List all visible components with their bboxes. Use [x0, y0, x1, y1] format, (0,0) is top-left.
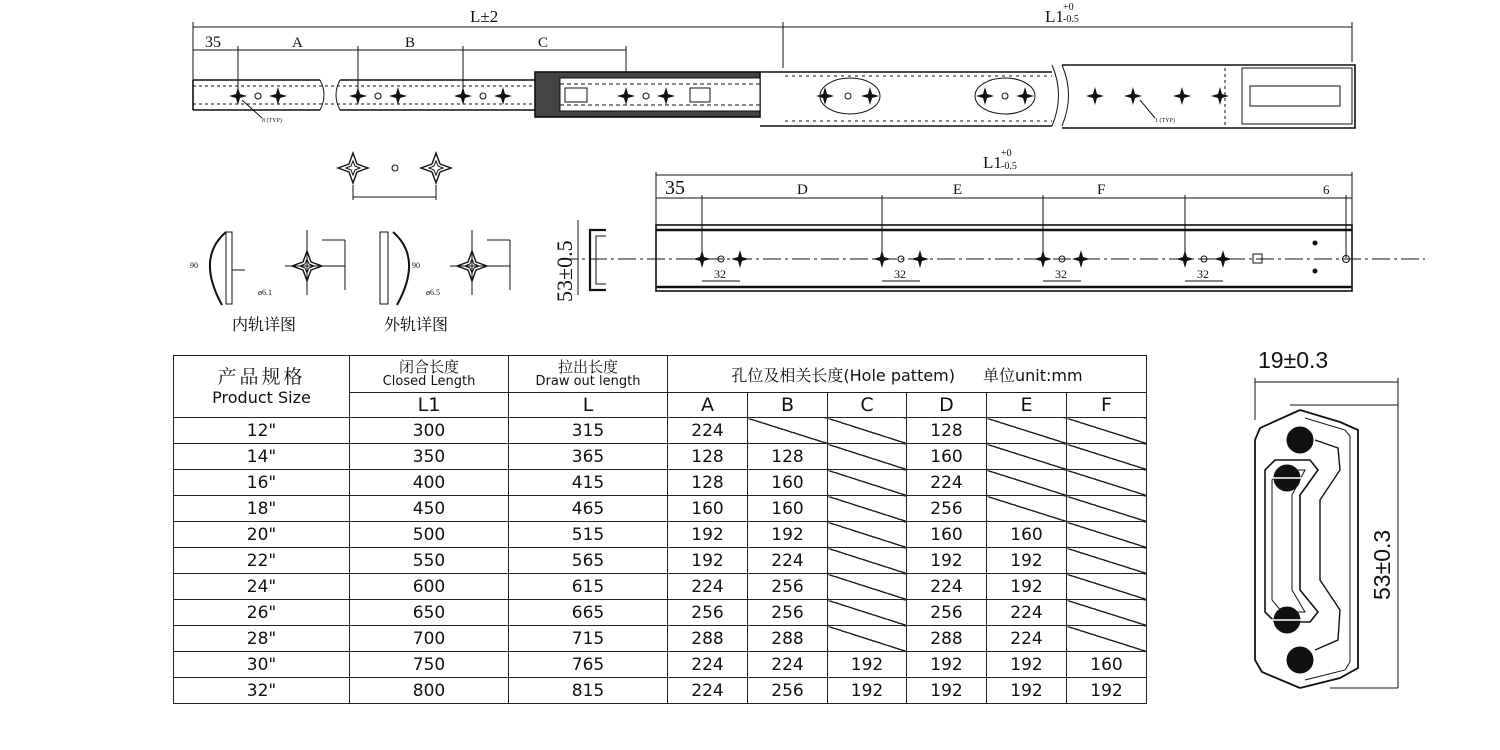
cell-c [828, 626, 907, 652]
cell-e: 192 [987, 678, 1067, 704]
detail-seg-f: F [1097, 182, 1106, 198]
closed-length-header [350, 356, 509, 393]
cell-d: 160 [907, 444, 987, 470]
cell-size: 16" [174, 470, 350, 496]
cell-size: 18" [174, 496, 350, 522]
cell-l1: 500 [350, 522, 509, 548]
detail-tol-upper: +0 [1001, 148, 1012, 159]
cell-b: 128 [748, 444, 828, 470]
cell-a: 128 [668, 470, 748, 496]
cell-size: 26" [174, 600, 350, 626]
col-f: F [1067, 393, 1147, 418]
cell-b: 160 [748, 496, 828, 522]
table-row [174, 548, 1147, 574]
tol-upper: +0 [1063, 2, 1074, 13]
cell-l1: 700 [350, 626, 509, 652]
outer-rail-detail [380, 230, 510, 305]
pitch-label-4: 32 [1197, 267, 1209, 281]
cell-l: 715 [509, 626, 668, 652]
inner-rail-caption: 内轨详图 [232, 315, 297, 334]
hole-pattern-header [668, 356, 1147, 393]
outer-hole-dia: ø6.5 [426, 288, 440, 297]
col-c: C [828, 393, 907, 418]
cell-f: 192 [1067, 678, 1147, 704]
cell-c: 192 [828, 678, 907, 704]
cell-l: 515 [509, 522, 668, 548]
cell-l: 365 [509, 444, 668, 470]
callout-right: 1 (TYP) [1155, 118, 1175, 124]
cell-e: 224 [987, 626, 1067, 652]
cell-d: 192 [907, 548, 987, 574]
unit-label: 单位unit:mm [983, 365, 1083, 385]
cell-size: 24" [174, 574, 350, 600]
table-row [174, 496, 1147, 522]
detail-height: 53±0.5 [552, 240, 577, 302]
cell-c [828, 548, 907, 574]
product-size-cn: 产品规格 [217, 365, 306, 388]
table-row [174, 678, 1147, 704]
table-row [174, 652, 1147, 678]
cell-e [987, 418, 1067, 444]
cell-l1: 550 [350, 548, 509, 574]
cell-l1: 750 [350, 652, 509, 678]
cell-f [1067, 600, 1147, 626]
closed-length-en: Closed Length [382, 374, 476, 389]
col-a: A [668, 393, 748, 418]
cell-a: 288 [668, 626, 748, 652]
table-row [174, 626, 1147, 652]
col-l1: L1 [350, 393, 509, 418]
cell-e: 192 [987, 548, 1067, 574]
cell-c [828, 470, 907, 496]
outer-angle: 90 [412, 261, 420, 270]
table-row [174, 574, 1147, 600]
seg-b-label: B [405, 35, 416, 51]
cell-b: 256 [748, 600, 828, 626]
cell-l: 665 [509, 600, 668, 626]
dim-overall-open: L1 [1045, 7, 1064, 26]
cell-a: 192 [668, 522, 748, 548]
cell-e [987, 470, 1067, 496]
detail-end-offset: 6 [1323, 182, 1330, 197]
cell-a: 224 [668, 574, 748, 600]
spec-table [173, 355, 1147, 704]
cell-l: 815 [509, 678, 668, 704]
cell-b: 224 [748, 652, 828, 678]
cell-c [828, 496, 907, 522]
table-row [174, 600, 1147, 626]
seg-a-label: A [292, 35, 303, 51]
cell-f: 160 [1067, 652, 1147, 678]
product-size-header [174, 356, 350, 418]
seg-c-label: C [538, 35, 549, 51]
cell-a: 256 [668, 600, 748, 626]
cell-size: 14" [174, 444, 350, 470]
inner-rail-detail [210, 230, 345, 305]
section-height: 53±0.3 [1369, 529, 1395, 600]
cell-a: 224 [668, 418, 748, 444]
cell-f [1067, 574, 1147, 600]
cell-e: 224 [987, 600, 1067, 626]
cell-d: 256 [907, 496, 987, 522]
table-body [174, 418, 1147, 704]
draw-length-header [509, 356, 668, 393]
cell-b: 288 [748, 626, 828, 652]
cell-f [1067, 626, 1147, 652]
col-b: B [748, 393, 828, 418]
cell-l1: 650 [350, 600, 509, 626]
closed-length-cn: 闭合长度 [398, 358, 459, 376]
cell-c: 192 [828, 652, 907, 678]
detail-tol-lower: -0.5 [1001, 161, 1017, 172]
cell-l1: 450 [350, 496, 509, 522]
table-row [174, 418, 1147, 444]
cell-size: 12" [174, 418, 350, 444]
inner-hole-dia: ø6.1 [258, 288, 272, 297]
dim-overall-closed: L±2 [470, 7, 499, 26]
cell-c [828, 574, 907, 600]
pitch-label-2: 32 [894, 267, 906, 281]
cell-d: 192 [907, 678, 987, 704]
detail-seg-first: 35 [665, 177, 685, 199]
draw-length-en: Draw out length [535, 374, 641, 389]
cell-b: 256 [748, 574, 828, 600]
table-row [174, 444, 1147, 470]
table-header-row [174, 356, 1147, 393]
cell-l1: 400 [350, 470, 509, 496]
table-row [174, 522, 1147, 548]
cell-e: 160 [987, 522, 1067, 548]
cell-e: 192 [987, 652, 1067, 678]
cell-e [987, 444, 1067, 470]
cell-d: 224 [907, 574, 987, 600]
cell-d: 128 [907, 418, 987, 444]
cell-l1: 350 [350, 444, 509, 470]
col-l: L [509, 393, 668, 418]
cell-d: 224 [907, 470, 987, 496]
cell-l: 565 [509, 548, 668, 574]
detail-seg-d: D [797, 182, 808, 198]
cell-l: 415 [509, 470, 668, 496]
hole-layout-holes [693, 241, 1350, 274]
tol-lower: -0.5 [1063, 14, 1079, 25]
detail-dim-length: L1 [983, 153, 1002, 172]
cell-e [987, 496, 1067, 522]
col-d: D [907, 393, 987, 418]
cell-l1: 300 [350, 418, 509, 444]
cell-d: 192 [907, 652, 987, 678]
hole-pair-detail [338, 153, 451, 200]
col-e: E [987, 393, 1067, 418]
cell-l: 615 [509, 574, 668, 600]
hole-pattern-title: 孔位及相关长度(Hole pattem) [731, 365, 956, 385]
cell-size: 30" [174, 652, 350, 678]
cell-f [1067, 522, 1147, 548]
cell-l: 315 [509, 418, 668, 444]
table-row [174, 470, 1147, 496]
hole-layout-drawing [560, 172, 1425, 295]
callout-left: 8 (TYP) [262, 118, 282, 124]
cell-d: 288 [907, 626, 987, 652]
cell-a: 160 [668, 496, 748, 522]
cell-c [828, 600, 907, 626]
cell-b: 160 [748, 470, 828, 496]
cell-b: 192 [748, 522, 828, 548]
inner-angle: 90 [190, 261, 198, 270]
detail-seg-e: E [953, 182, 963, 198]
pitch-label-1: 32 [714, 267, 726, 281]
cell-e: 192 [987, 574, 1067, 600]
cell-c [828, 418, 907, 444]
cell-d: 160 [907, 522, 987, 548]
top-assembly-drawing [193, 22, 1355, 128]
outer-rail-caption: 外轨详图 [384, 315, 449, 334]
draw-length-cn: 拉出长度 [557, 358, 618, 376]
seg-first-label: 35 [205, 34, 221, 51]
pitch-label-3: 32 [1055, 267, 1067, 281]
cell-f [1067, 418, 1147, 444]
cell-b: 256 [748, 678, 828, 704]
cell-c [828, 444, 907, 470]
cell-a: 224 [668, 652, 748, 678]
cell-a: 224 [668, 678, 748, 704]
cell-size: 20" [174, 522, 350, 548]
cell-l: 465 [509, 496, 668, 522]
cell-d: 256 [907, 600, 987, 626]
section-width: 19±0.3 [1258, 347, 1329, 373]
cell-size: 22" [174, 548, 350, 574]
cell-size: 28" [174, 626, 350, 652]
cell-f [1067, 548, 1147, 574]
cell-b [748, 418, 828, 444]
cell-size: 32" [174, 678, 350, 704]
cell-b: 224 [748, 548, 828, 574]
cell-l: 765 [509, 652, 668, 678]
cell-f [1067, 444, 1147, 470]
cell-f [1067, 470, 1147, 496]
cell-a: 128 [668, 444, 748, 470]
cell-a: 192 [668, 548, 748, 574]
cell-l1: 800 [350, 678, 509, 704]
product-size-en: Product Size [212, 387, 311, 407]
cell-c [828, 522, 907, 548]
cell-l1: 600 [350, 574, 509, 600]
cell-f [1067, 496, 1147, 522]
